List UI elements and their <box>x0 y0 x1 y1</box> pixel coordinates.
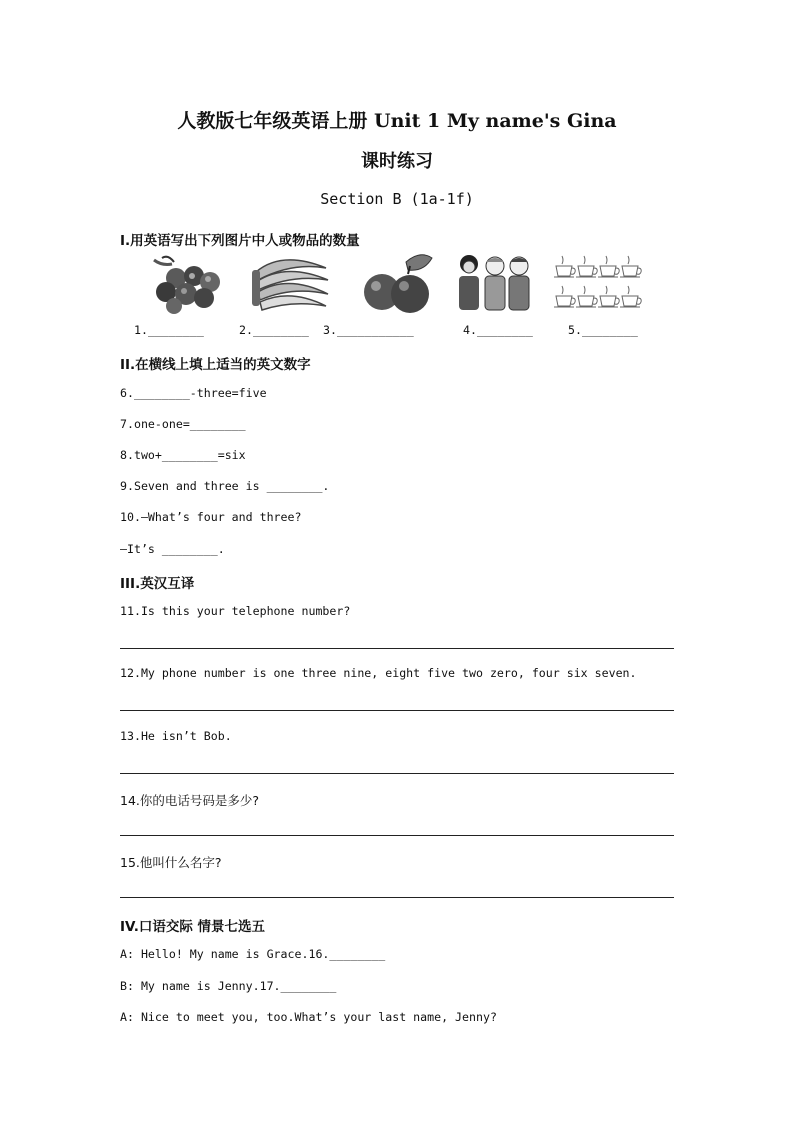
section-label: Section B (1a-1f) <box>320 190 474 208</box>
dialogue-line[interactable]: A: Hello! My name is Grace.16.________ <box>120 947 386 961</box>
part1-heading: I.用英语写出下列图片中人或物品的数量 <box>120 233 360 249</box>
question-line[interactable]: 8.two+________=six <box>120 448 246 462</box>
answer-blank-1[interactable]: 1.________ <box>134 323 204 337</box>
dialogue-line: A: Nice to meet you, too.What’s your last name, Jenny? <box>120 1010 497 1024</box>
question-line[interactable]: 7.one-one=________ <box>120 417 246 431</box>
cups-image <box>554 252 644 314</box>
question-line: 10.—What’s four and three? <box>120 510 302 524</box>
answer-line[interactable] <box>120 710 674 711</box>
question-line[interactable]: 6.________-three=five <box>120 386 267 400</box>
children-image <box>455 252 535 314</box>
part4-heading: IV.口语交际 情景七选五 <box>120 919 266 935</box>
page-title: 人教版七年级英语上册 Unit 1 My name's Gina <box>177 110 617 132</box>
page-subtitle: 课时练习 <box>361 151 433 172</box>
question-line[interactable]: 9.Seven and three is ________. <box>120 479 330 493</box>
question-line: 15.他叫什么名字? <box>120 855 222 870</box>
dialogue-line[interactable]: B: My name is Jenny.17.________ <box>120 979 337 993</box>
answer-line[interactable] <box>120 835 674 836</box>
part2-heading: II.在横线上填上适当的英文数字 <box>120 357 311 373</box>
bananas-image <box>252 252 332 314</box>
question-line: 13.He isn’t Bob. <box>120 729 232 743</box>
question-line: 14.你的电话号码是多少? <box>120 793 260 808</box>
answer-blank-2[interactable]: 2.________ <box>239 323 309 337</box>
part3-heading: III.英汉互译 <box>120 576 195 592</box>
answer-line[interactable] <box>120 897 674 898</box>
question-line[interactable]: —It’s ________. <box>120 542 225 556</box>
grapes-image <box>148 252 228 314</box>
answer-line[interactable] <box>120 773 674 774</box>
answer-blank-5[interactable]: 5.________ <box>568 323 638 337</box>
answer-blank-3[interactable]: 3.___________ <box>323 323 414 337</box>
answer-blank-4[interactable]: 4.________ <box>463 323 533 337</box>
question-line: 11.Is this your telephone number? <box>120 604 351 618</box>
answer-line[interactable] <box>120 648 674 649</box>
question-line: 12.My phone number is one three nine, eight five two zero, four six seven. <box>120 666 637 680</box>
apples-image <box>360 252 436 314</box>
